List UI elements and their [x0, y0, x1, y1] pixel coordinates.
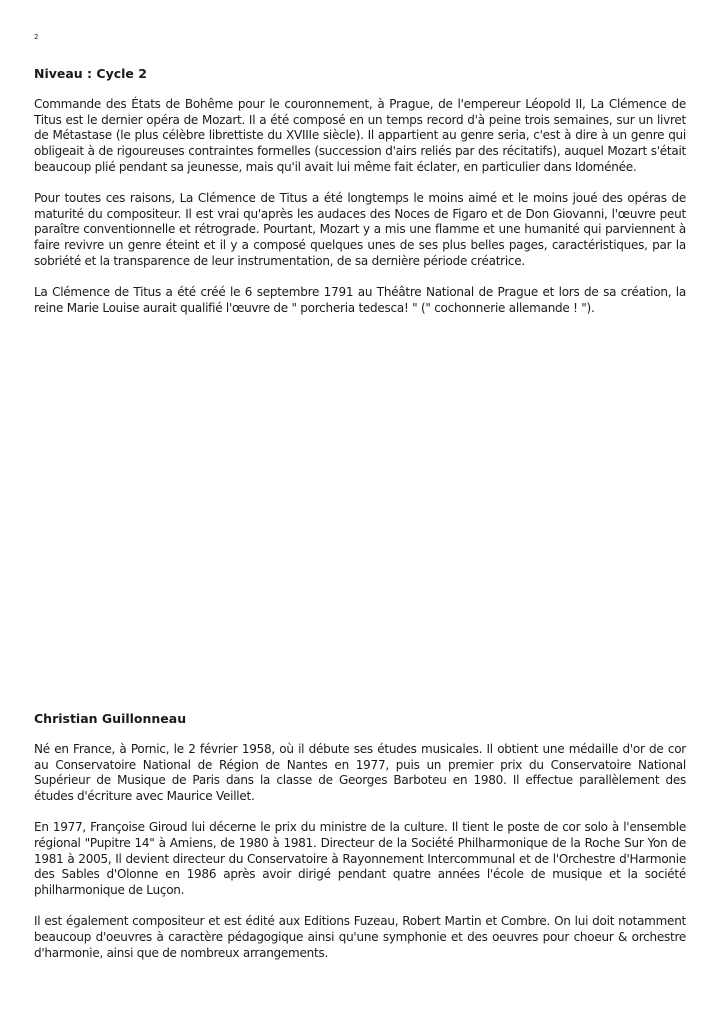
author-heading: Christian Guillonneau: [34, 711, 187, 726]
level-heading: Niveau : Cycle 2: [34, 66, 147, 81]
level-paragraph-1: Commande des États de Bohême pour le couronnement, à Prague, de l'empereur Léopold II, La Clémence de Titus est le dernier opéra de Mozart. Il a été composé en un temps record d'à peine trois semaines, sur un livret de Métastase (le plus célèbre librettiste du XVIIIe siècle). Il appartient au genre seria, c'est à dire à un genre qui obligeait à de rigoureuses contraintes formelles (succession d'airs reliés par des récitatifs), auquel Mozart s'était beaucoup plié pendant sa jeunesse, mais qu'il avait lui même fait éclater, en particulier dans Idoménée.: [34, 97, 686, 174]
author-paragraph-2: En 1977, Françoise Giroud lui décerne le prix du ministre de la culture. Il tient le poste de cor solo à l'ensemble régional "Pupitre 14" à Amiens, de 1980 à 1981. Directeur de la Société Philharmonique de la Roche Sur Yon de 1981 à 2005, Il devient directeur du Conservatoire à Rayonnement Intercommunal et de l'Orchestre d'Harmonie des Sables d'Olonne en 1986 après avoir dirigé pendant quatre années l'école de musique et la société philharmonique de Luçon.: [34, 820, 686, 898]
level-paragraph-2: Pour toutes ces raisons, La Clémence de Titus a été longtemps le moins aimé et le moins joué des opéras de maturité du compositeur. Il est vrai qu'après les audaces des Noces de Figaro et de Don Giovanni, l'œuvre peut paraître conventionnelle et rétrograde. Pourtant, Mozart y a mis une flamme et une humanité qui parviennent à faire revivre un genre éteint et il y a composé quelques unes de ses plus belles pages, caractéristiques, par la sobriété et la transparence de leur instrumentation, de sa dernière période créatrice.: [34, 191, 686, 268]
author-paragraph-3: Il est également compositeur et est édité aux Editions Fuzeau, Robert Martin et Combre. On lui doit notamment beaucoup d'oeuvres à caractère pédagogique ainsi qu'une symphonie et des oeuvres pour choeur & orchestre d'harmonie, ainsi que de nombreux arrangements.: [34, 914, 686, 960]
page-number: 2: [34, 33, 39, 41]
author-paragraph-1: Né en France, à Pornic, le 2 février 1958, où il débute ses études musicales. Il obtient une médaille d'or de cor au Conservatoire National de Région de Nantes en 1977, puis un premier prix du Conservatoire National Supérieur de Musique de Paris dans la classe de Georges Barboteu en 1980. Il effectue parallèlement des études d'écriture avec Maurice Veillet.: [34, 742, 686, 804]
level-paragraph-3: La Clémence de Titus a été créé le 6 septembre 1791 au Théâtre National de Prague et lors de sa création, la reine Marie Louise aurait qualifié l'œuvre de " porcheria tedesca! " (" cochonnerie allemande ! ").: [34, 285, 686, 315]
author-section: [34, 711, 686, 977]
level-section: [34, 66, 686, 332]
